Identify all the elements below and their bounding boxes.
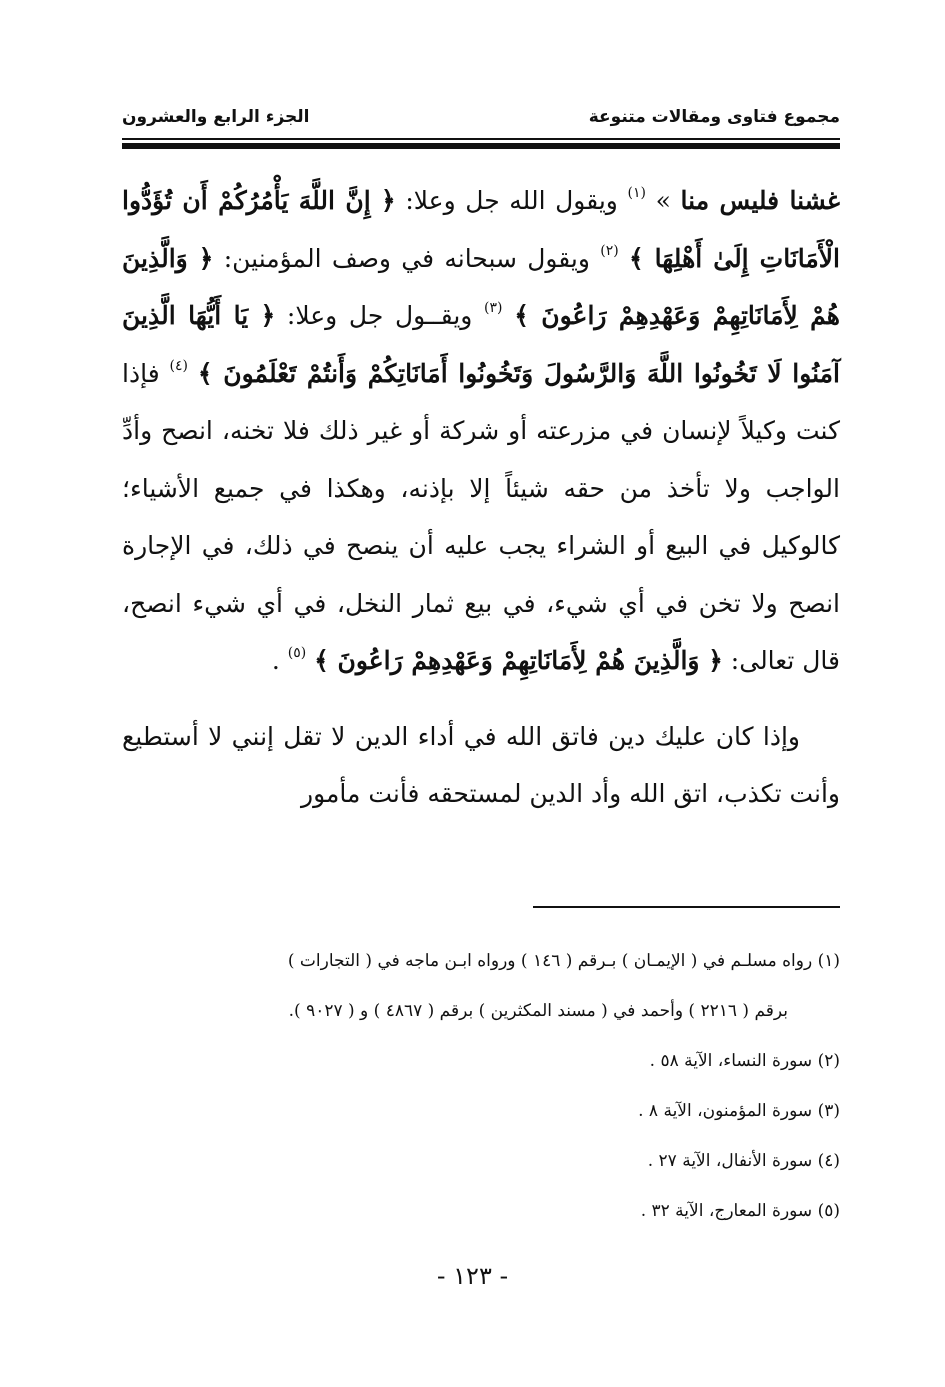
header-rule-thick: [122, 143, 840, 149]
quran-verse-1: ﴿ إِنَّ اللَّهَ يَأْمُرُكُمْ أَن تُؤَدُّوا الْأَمَانَاتِ إِلَىٰ أَهْلِهَا ﴾: [122, 186, 840, 273]
running-header: [122, 103, 840, 131]
book-title: مجموع فتاوى ومقالات متنوعة: [588, 107, 840, 127]
quran-verse-4: ﴿ وَالَّذِينَ هُمْ لِأَمَانَاتِهِمْ وَعَهْدِهِمْ رَاعُونَ ﴾: [314, 646, 723, 675]
quran-verse-2: ﴿ وَالَّذِينَ هُمْ لِأَمَانَاتِهِمْ وَعَهْدِهِمْ رَاعُونَ ﴾: [122, 243, 840, 330]
main-text: [122, 172, 840, 823]
page-number: - ١٢٣ -: [436, 1262, 509, 1290]
footnote-4: (٤) سورة الأنفال، الآية ٢٧ .: [647, 1151, 840, 1171]
volume-label: الجزء الرابع والعشرون: [122, 107, 310, 127]
footnote-ref-5: (٥): [287, 645, 307, 661]
footnote-ref-3: (٣): [484, 300, 503, 316]
text-segment: فإذا كنت وكيلاً لإنسان في مزرعته أو شركة أو غير ذلك فلا تخنه، انصح وأدِّ الواجب ولا تأخذ من حقه شيئاً إلا بإذنه، وهكذا في جميع الأشياء؛ كالوكيل في البيع أو الشراء يجب عليه أن ينصح في ذلك، في الإجارة انصح ولا تخن في أي شيء، في بيع ثمار النخل، في أي شيء انصح، قال تعالى:: [122, 358, 840, 675]
footnote-5: (٥) سورة المعارج، الآية ٣٢ .: [640, 1201, 840, 1221]
header-rule-thin: [122, 138, 840, 140]
text-segment: ويقول سبحانه في وصف المؤمنين:: [213, 243, 601, 273]
footnote-ref-1: (١): [627, 185, 646, 201]
text-segment: ويقول الله جل وعلا:: [395, 186, 628, 215]
text-segment: .: [271, 646, 288, 675]
footnote-1: (١) رواه مسلـم في ( الإيمـان ) بـرقم ( ١٤٦ ) ورواه ابـن ماجه في ( التجارات ): [287, 951, 840, 971]
quote-mark: »: [655, 186, 681, 215]
footnote-1-continued: برقم ( ٢٢١٦ ) وأحمد في ( مسند المكثرين ) برقم ( ٤٨٦٧ ) و ( ٩٠٢٧ ).: [288, 1001, 788, 1021]
hadith-fragment: غشنا فليس منا: [680, 186, 841, 215]
footnote-2: (٢) سورة النساء، الآية ٥٨ .: [649, 1051, 840, 1071]
paragraph-2: وإذا كان عليك دين فاتق الله في أداء الدين لا تقل إنني لا أستطيع وأنت تكذب، اتق الله وأد الدين لمستحقه فأنت مأمور: [122, 721, 840, 808]
footnote-3: (٣) سورة المؤمنون، الآية ٨ .: [638, 1101, 840, 1121]
footnote-ref-4: (٤): [169, 357, 189, 374]
text-segment: ويقــول جل وعلا:: [275, 301, 485, 330]
footnote-separator: [533, 906, 840, 908]
paragraph-1: [122, 172, 840, 690]
footnote-ref-2: (٢): [600, 242, 619, 259]
footnotes: [122, 936, 840, 1236]
quran-verse-3: ﴿ يَا أَيُّهَا الَّذِينَ آمَنُوا لَا تَخُونُوا اللَّهَ وَالرَّسُولَ وَتَخُونُوا أَمَانَاتِكُمْ وَأَنتُمْ تَعْلَمُونَ ﴾: [122, 301, 840, 388]
